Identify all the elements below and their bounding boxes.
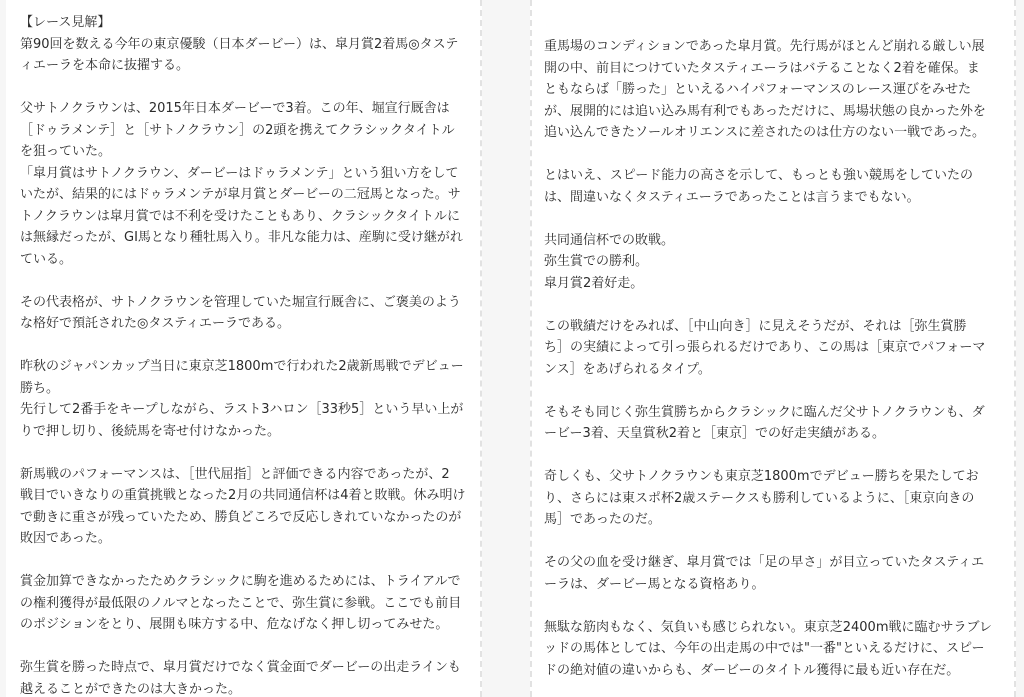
text-line: 弥生賞での勝利。 bbox=[544, 254, 649, 269]
paragraph-gap bbox=[544, 595, 992, 617]
paragraph-gap bbox=[20, 442, 466, 464]
text-line: この戦績だけをみれば、［中山向き］に見えそうだが、それは［弥生賞勝 bbox=[544, 318, 967, 334]
left-article-text bbox=[20, 12, 466, 697]
text-line: が、展開的には追い込み馬有利でもあっただけに、馬場状態の良かった外を bbox=[544, 103, 986, 119]
text-line: いたが、結果的にはドゥラメンテが皐月賞とダービーの二冠馬となった。サ bbox=[20, 187, 461, 202]
text-line: で動きに重さが残っていたため、勝負どころで反応しきれていなかったのが bbox=[20, 509, 462, 525]
text-line: ィエーラを本命に抜擢する。 bbox=[20, 58, 190, 73]
text-line: ともならば「勝った」といえるハイパフォーマンスのレース運びをみせた bbox=[544, 82, 972, 97]
text-line: 父サトノクラウンは、2015年日本ダービーで3着。この年、堀宣行厩舎は bbox=[20, 101, 450, 116]
text-line: その代表格が、サトノクラウンを管理していた堀宣行厩舎に、ご褒美のよう bbox=[20, 294, 461, 310]
text-line: 昨秋のジャパンカップ当日に東京芝1800mで行われた2歳新馬戦でデビュー bbox=[20, 359, 464, 374]
text-line: のポジションをとり、展開も味方する中、危なげなく押し切ってみせた。 bbox=[20, 617, 449, 632]
text-line: 【レース見解】 bbox=[20, 15, 111, 30]
text-line: 馬］であったのだ。 bbox=[544, 512, 661, 527]
text-line: を狙っていた。 bbox=[20, 144, 112, 159]
paragraph-gap bbox=[544, 531, 992, 553]
right-article-panel bbox=[530, 0, 1016, 697]
text-line: ーラは、ダービー馬となる資格あり。 bbox=[544, 576, 765, 592]
text-line: は、間違いなくタスティエーラであったことは言うまでもない。 bbox=[544, 189, 920, 205]
paragraph-gap bbox=[20, 77, 466, 99]
paragraph-gap bbox=[20, 270, 466, 292]
paragraph-gap bbox=[544, 208, 992, 230]
text-line: 新馬戦のパフォーマンスは、［世代屈指］と評価できる内容であったが、2 bbox=[20, 466, 450, 482]
left-article-panel bbox=[6, 0, 482, 697]
text-line: の権利獲得が最低限のノルマとなったことで、弥生賞に参戦。ここでも前目 bbox=[20, 595, 462, 611]
text-line: トノクラウンは皐月賞では不利を受けたこともあり、クラシックタイトルに bbox=[20, 208, 461, 224]
text-line: ている。 bbox=[20, 251, 73, 267]
text-line: り、さらには東スポ杯2歳ステークスも勝利しているように、［東京向きの bbox=[544, 490, 975, 506]
text-line: ービー3着、天皇賞秋2着と［東京］での好走実績がある。 bbox=[544, 426, 886, 441]
text-line: 奇しくも、父サトノクラウンも東京芝1800mでデビュー勝ちを果たしてお bbox=[544, 469, 979, 484]
text-line: ンス］をあげられるタイプ。 bbox=[544, 361, 711, 377]
text-line: とはいえ、スピード能力の高さを示して、もっとも強い競馬をしていたの bbox=[544, 168, 974, 183]
text-line: 開の中、前目につけていたタスティエーラはバテることなく2着を確保。ま bbox=[544, 60, 980, 76]
text-line: 皐月賞2着好走。 bbox=[544, 275, 644, 291]
text-line: 無駄な筋肉もなく、気負いも感じられない。東京芝2400m戦に臨むサラブレ bbox=[544, 619, 992, 635]
text-line: りで押し切り、後続馬を寄せ付けなかった。 bbox=[20, 423, 281, 439]
text-line: そもそも同じく弥生賞勝ちからクラシックに臨んだ父サトノクラウンも、ダ bbox=[544, 404, 985, 420]
text-line: 追い込んできたソールオリエンスに差されたのは仕方のない一戦であった。 bbox=[544, 125, 985, 140]
text-line: その父の血を受け継ぎ、皐月賞では「足の早さ」が目立っていたタスティエ bbox=[544, 555, 985, 570]
text-line: 第90回を数える今年の東京優駿（日本ダービー）は、皐月賞2着馬◎タステ bbox=[20, 36, 459, 52]
text-line: ち］の実績によって引っ張られるだけであり、この馬は［東京でパフォーマ bbox=[544, 340, 986, 355]
text-line: ドの絶対値の違いからも、ダービーのタイトル獲得に最も近い存在だ。 bbox=[544, 662, 960, 678]
text-line: ッドの馬体としては、今年の出走馬の中では"一番"といえるだけに、スピー bbox=[544, 641, 985, 656]
text-line: ［ドゥラメンテ］と［サトノクラウン］の2頭を携えてクラシックタイトル bbox=[20, 122, 455, 138]
paragraph-gap bbox=[544, 445, 992, 467]
paragraph-gap bbox=[544, 294, 992, 316]
text-line: 先行して2番手をキープしながら、ラスト3ハロン［33秒5］という早い上が bbox=[20, 402, 464, 417]
text-line: 共同通信杯での敗戦。 bbox=[544, 232, 675, 248]
text-line: 越えることができたのは大きかった。 bbox=[20, 681, 242, 697]
paragraph-gap bbox=[544, 380, 992, 402]
paragraph-gap bbox=[544, 144, 992, 166]
text-line: 弥生賞を勝った時点で、皐月賞だけでなく賞金面でダービーの出走ラインも bbox=[20, 660, 461, 675]
right-article-text bbox=[544, 36, 992, 681]
paragraph-gap bbox=[20, 335, 466, 357]
text-line: な格好で預託された◎タスティエーラである。 bbox=[20, 316, 291, 331]
paragraph-gap bbox=[20, 550, 466, 572]
text-line: 重馬場のコンディションであった皐月賞。先行馬がほとんど崩れる厳しい展 bbox=[544, 39, 985, 54]
text-line: 「皐月賞はサトノクラウン、ダービーはドゥラメンテ」という狙い方をして bbox=[20, 165, 459, 181]
text-line: は無縁だったが、GI馬となり種牡馬入り。非凡な能力は、産駒に受け継がれ bbox=[20, 230, 463, 245]
text-line: 敗因であった。 bbox=[20, 531, 111, 546]
text-line: 戦目でいきなりの重賞挑戦となった2月の共同通信杯は4着と敗戦。休み明け bbox=[20, 488, 466, 503]
text-line: 賞金加算できなかったためクラシックに駒を進めるためには、トライアルで bbox=[20, 574, 461, 589]
paragraph-gap bbox=[20, 636, 466, 658]
text-line: 勝ち。 bbox=[20, 380, 60, 396]
